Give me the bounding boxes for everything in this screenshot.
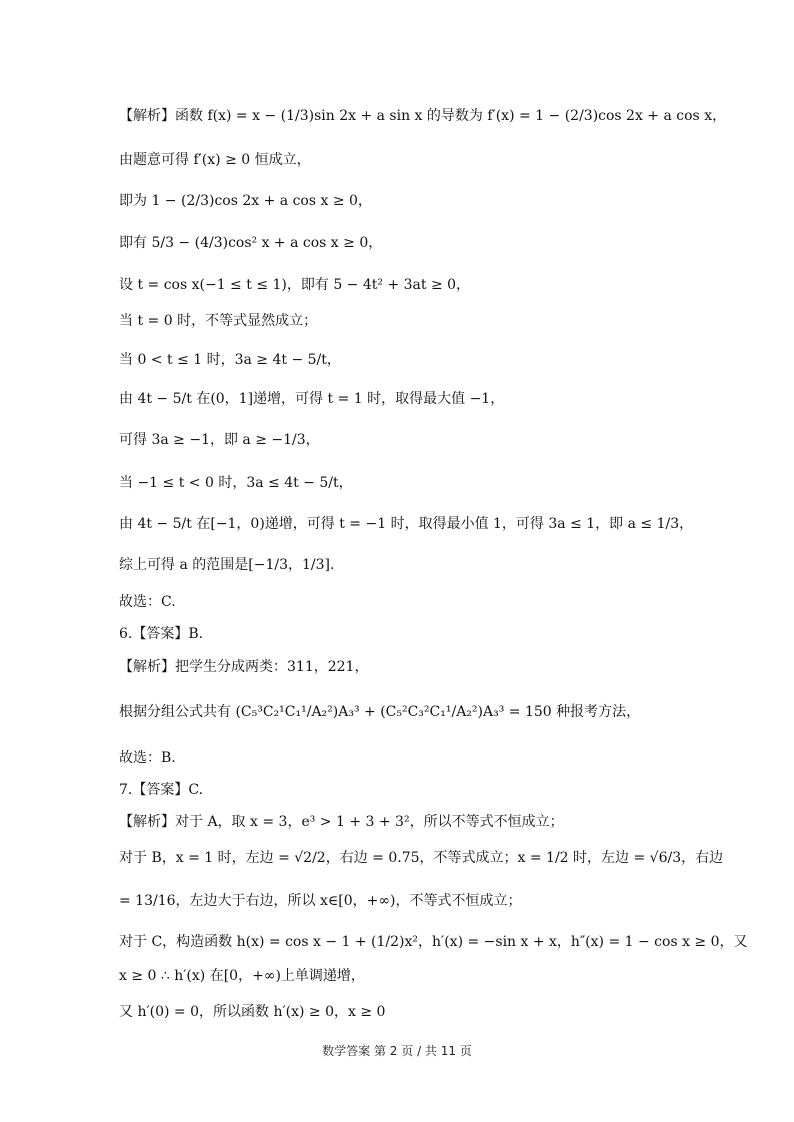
text-line: 7.【答案】C. xyxy=(119,782,204,798)
text-line: 对于 B，x = 1 时，左边 = √2/2，右边 = 0.75，不等式成立；x = 1/2 时，左边 = √6/3，右边 xyxy=(119,850,724,866)
text-line: 由题意可得 f′(x) ≥ 0 恒成立， xyxy=(119,152,311,168)
text-line: 对于 C，构造函数 h(x) = cos x − 1 + (1/2)x²，h′(x) = −sin x + x，h″(x) = 1 − cos x ≥ 0，又 xyxy=(119,934,748,950)
text-line: 故选：B. xyxy=(119,750,176,766)
text-line: 【解析】把学生分成两类：311，221， xyxy=(119,659,369,675)
page-footer: 数学答案 第 2 页 / 共 11 页 xyxy=(322,1044,472,1058)
text-line: x ≥ 0 ∴ h′(x) 在[0，+∞)上单调递增， xyxy=(119,968,365,984)
text-line: 当 −1 ≤ t < 0 时，3a ≤ 4t − 5/t， xyxy=(119,475,353,491)
text-line: 当 t = 0 时，不等式显然成立； xyxy=(119,313,318,329)
text-line: 当 0 < t ≤ 1 时，3a ≥ 4t − 5/t， xyxy=(119,352,341,368)
text-line: 由 4t − 5/t 在(0，1]递增，可得 t = 1 时，取得最大值 −1， xyxy=(119,391,505,407)
text-line: 即为 1 − (2/3)cos 2x + a cos x ≥ 0， xyxy=(119,193,372,209)
text-line: 【解析】对于 A，取 x = 3，e³ > 1 + 3 + 3²，所以不等式不恒成立； xyxy=(119,814,564,830)
text-line: 6.【答案】B. xyxy=(119,626,204,642)
text-line: 设 t = cos x(−1 ≤ t ≤ 1)，即有 5 − 4t² + 3at ≥ 0， xyxy=(119,277,471,293)
text-line: 由 4t − 5/t 在[−1，0)递增，可得 t = −1 时，取得最小值 1，可得 3a ≤ 1，即 a ≤ 1/3， xyxy=(119,516,694,532)
text-line: 故选：C. xyxy=(119,594,176,610)
text-line: 即有 5/3 − (4/3)cos² x + a cos x ≥ 0， xyxy=(119,235,383,251)
text-line: 根据分组公式共有 (C₅³C₂¹C₁¹/A₂²)A₃³ + (C₅²C₃²C₁¹/A₂²)A₃³ = 150 种报考方法， xyxy=(119,704,641,720)
text-line: 可得 3a ≥ −1，即 a ≥ −1/3， xyxy=(119,432,320,448)
text-line: 综上可得 a 的范围是[−1/3，1/3]. xyxy=(119,557,335,573)
text-line: 又 h′(0) = 0，所以函数 h′(x) ≥ 0，x ≥ 0 xyxy=(119,1004,386,1020)
text-line: 【解析】函数 f(x) = x − (1/3)sin 2x + a sin x 的导数为 f′(x) = 1 − (2/3)cos 2x + a cos x， xyxy=(119,108,727,124)
text-line: = 13/16，左边大于右边，所以 x∈[0，+∞)，不等式不恒成立； xyxy=(119,893,522,909)
